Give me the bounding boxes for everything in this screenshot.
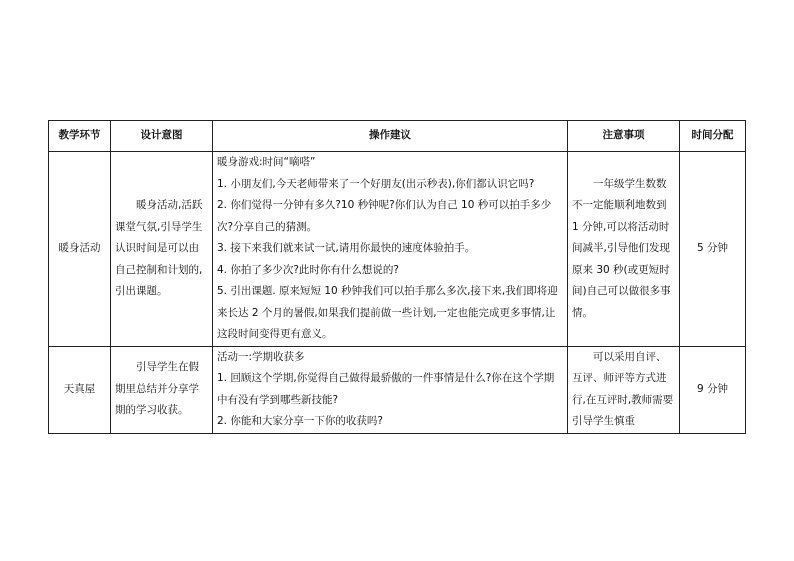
- lesson-plan-table: [48, 120, 746, 434]
- operation-line: 5. 引出课题. 原来短短 10 秒钟我们可以拍手那么多次,接下来,我们即将迎来长达 2 个月的暑假,如果我们提前做一些计划,一定也能完成更多事情,让这段时间变得更有意义。: [217, 285, 558, 340]
- notes-cell: 可以采用自评、互评、师评等方式进行,在互评时,教师需要引导学生慎重: [568, 346, 680, 433]
- header-intent: 设计意图: [111, 121, 213, 152]
- notes-cell: 一年级学生数数不一定能顺利地数到 1 分钟,可以将活动时间减半,引导他们发现原来 30 秒(或更短时间)自己可以做很多事情。: [568, 152, 680, 347]
- operation-cell: [213, 346, 568, 433]
- operation-line: 活动一:学期收获多: [217, 350, 305, 363]
- table-row: [49, 152, 746, 347]
- operation-line: 3. 接下来我们就来试一试,请用你最快的速度体验拍手。: [217, 242, 476, 254]
- stage-cell: 暖身活动: [49, 152, 111, 347]
- header-notes: 注意事项: [568, 121, 680, 152]
- operation-cell: [213, 152, 568, 347]
- time-cell: 9 分钟: [680, 346, 746, 433]
- operation-line: 2. 你们觉得一分钟有多久?10 秒钟呢?你们认为自己 10 秒可以拍手多少次?分享自己的猜测。: [217, 199, 552, 233]
- time-cell: 5 分钟: [680, 152, 746, 347]
- operation-line: 4. 你拍了多少次?此时你有什么想说的?: [217, 263, 400, 276]
- operation-line: 2. 你能和大家分享一下你的收获吗?: [217, 415, 383, 427]
- table-row: [49, 346, 746, 433]
- header-time: 时间分配: [680, 121, 746, 152]
- header-stage: 教学环节: [49, 121, 111, 152]
- intent-cell: 暖身活动,活跃课堂气氛,引导学生认识时间是可以由自己控制和计划的,引出课题。: [111, 152, 213, 347]
- operation-line: 1. 回顾这个学期,你觉得自己做得最骄傲的一件事情是什么?你在这个学期中有没有学到哪些新技能?: [217, 372, 555, 406]
- stage-cell: 天真屋: [49, 346, 111, 433]
- operation-line: 暖身游戏:时间“嘀嗒”: [217, 156, 316, 168]
- header-operation: 操作建议: [213, 121, 568, 152]
- operation-line: 1. 小朋友们,今天老师带来了一个好朋友(出示秒表),你们都认识它吗?: [217, 177, 535, 190]
- intent-cell: 引导学生在假期里总结并分享学期的学习收获。: [111, 346, 213, 433]
- header-row: [49, 121, 746, 152]
